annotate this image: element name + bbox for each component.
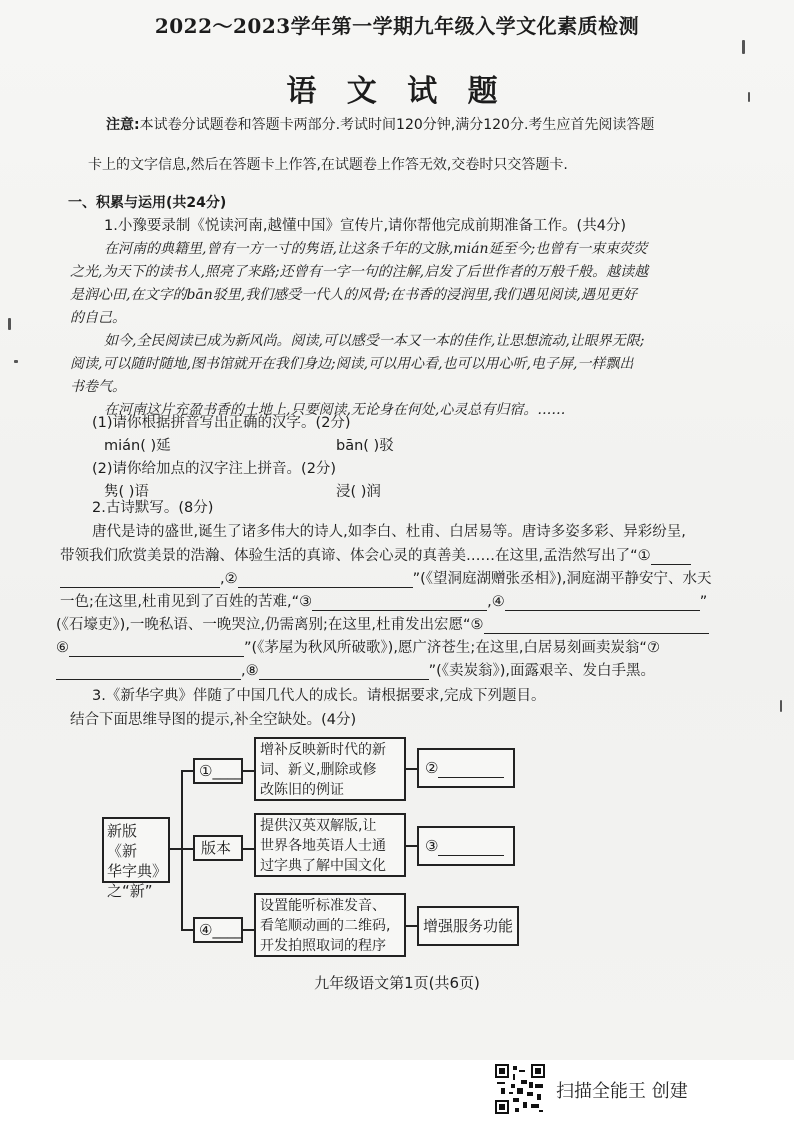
- connector: [243, 770, 254, 772]
- answer-blank-juan[interactable]: 隽( )语: [104, 484, 149, 500]
- notice-text-1: 本试卷分试题卷和答题卡两部分.考试时间120分钟,满分120分.考生应首先阅读答题: [139, 117, 655, 133]
- poem-line: 唐代是诗的盛世,诞生了诸多伟大的诗人,如李白、杜甫、白居易等。唐诗多姿多彩、异彩纷呈,: [92, 524, 686, 540]
- answer-blank-8[interactable]: [259, 665, 429, 680]
- answer-blank-mian[interactable]: mián( )延: [104, 438, 171, 454]
- passage-line: 的自己。: [70, 310, 126, 326]
- question-1-title: 1.小豫要录制《悦读河南,越懂中国》宣传片,请你帮他完成前期准备工作。(共4分): [104, 218, 627, 234]
- answer-blank-6[interactable]: [69, 642, 244, 657]
- poem-line: ⑥ ”(《茅屋为秋风所破歌》),愿广济苍生;在这里,白居易刻画卖炭翁“⑦: [56, 640, 660, 656]
- subject-title: 语 文 试 题: [286, 74, 508, 109]
- answer-blank-2[interactable]: [238, 573, 413, 588]
- poem-line: ,② ”(《望洞庭湖赠张丞相》),洞庭湖平静安宁、水天: [60, 567, 712, 588]
- question-3-title: 3.《新华字典》伴随了中国几代人的成长。请根据要求,完成下列题目。: [92, 688, 546, 704]
- scan-noise-mark: [780, 700, 782, 712]
- mindmap-result-3: 增强服务功能: [417, 906, 519, 946]
- notice-label: 注意:: [106, 117, 140, 133]
- answer-blank-3[interactable]: [312, 596, 487, 611]
- question-1-1: (1)请你根据拼音写出正确的汉字。(2分): [92, 415, 351, 431]
- mindmap-root: 新版《新 华字典》 之“新”: [102, 817, 170, 883]
- scan-noise-mark: [14, 360, 18, 363]
- passage-line: 如今,全民阅读已成为新风尚。阅读,可以感受一本又一本的佳作,让思想流动,让眼界无限;: [104, 333, 645, 349]
- connector: [243, 848, 254, 850]
- mindmap-result-1[interactable]: ②: [417, 748, 515, 788]
- scan-noise-mark: [742, 40, 745, 54]
- exam-title: 2022～2023学年第一学期九年级入学文化素质检测: [154, 14, 640, 38]
- passage-line: 书卷气。: [70, 379, 126, 395]
- mindmap-desc-3: 设置能听标准发音、 看笔顺动画的二维码, 开发拍照取词的程序: [254, 893, 406, 957]
- answer-blank-1[interactable]: [651, 550, 691, 565]
- passage-line: 之光,为天下的读书人,照亮了来路;还曾有一字一句的注解,启发了后世作者的万般千般。越读越: [70, 264, 649, 280]
- mindmap-desc-1: 增补反映新时代的新 词、新义,删除或修 改陈旧的例证: [254, 737, 406, 801]
- notice-line-1: [106, 114, 654, 134]
- page-footer: 九年级语文第1页(共6页): [314, 974, 480, 992]
- section-title: 一、积累与运用(共24分): [68, 195, 227, 211]
- answer-blank-4[interactable]: [505, 596, 700, 611]
- poem-line: ,⑧ ”(《卖炭翁》),面露艰辛、发白手黑。: [56, 659, 655, 680]
- qr-code-icon: [495, 1064, 545, 1114]
- passage-line: 在河南这片充盈书香的土地上,只要阅读,无论身在何处,心灵总有归宿。……: [104, 402, 566, 418]
- answer-blank-7[interactable]: [56, 665, 241, 680]
- connector: [243, 929, 254, 931]
- connector: [181, 848, 193, 850]
- question-3-sub: 结合下面思维导图的提示,补全空缺处。(4分): [70, 712, 357, 728]
- poem-line: (《石壕吏》),一晚私语、一晚哭泣,仍需离别;在这里,杜甫发出宏愿“⑤: [56, 613, 709, 634]
- mindmap-branch-2: 版本: [193, 835, 243, 861]
- connector: [181, 770, 183, 930]
- passage-line: 是润心田,在文字的bān驳里,我们感受一代人的风骨;在书香的浸润里,我们遇见阅读,遇见更好: [70, 287, 637, 303]
- connector: [181, 929, 193, 931]
- connector: [406, 845, 417, 847]
- mindmap-branch-3[interactable]: ④____: [193, 917, 243, 943]
- passage-line: 阅读,可以随时随地,图书馆就开在我们身边;阅读,可以用心看,也可以用心听,电子屏,一样飘出: [70, 356, 634, 372]
- question-2-title: 2.古诗默写。(8分): [92, 500, 214, 516]
- connector: [406, 925, 417, 927]
- connector: [181, 770, 193, 772]
- scanner-watermark: 扫描全能王 创建: [556, 1081, 688, 1102]
- answer-blank-1b[interactable]: [60, 573, 220, 588]
- scan-noise-mark: [8, 318, 11, 330]
- passage-line: 在河南的典籍里,曾有一方一寸的隽语,让这条千年的文脉,mián延至今;也曾有一束束荧荧: [104, 241, 648, 257]
- notice-line-2: 卡上的文字信息,然后在答题卡上作答,在试题卷上作答无效,交卷时只交答题卡.: [88, 157, 568, 173]
- answer-blank-5[interactable]: [484, 619, 709, 634]
- poem-line: 带领我们欣赏美景的浩瀚、体验生活的真谛、体会心灵的真善美……在这里,孟浩然写出了“①: [60, 544, 691, 565]
- mindmap-branch-1[interactable]: ①____: [193, 758, 243, 784]
- poem-line: 一色;在这里,杜甫见到了百姓的苦难,“③ ,④ ”: [60, 594, 708, 610]
- connector: [406, 768, 417, 770]
- answer-blank-jin[interactable]: 浸( )润: [336, 484, 381, 500]
- mindmap-desc-2: 提供汉英双解版,让 世界各地英语人士通 过字典了解中国文化: [254, 813, 406, 877]
- question-1-2: (2)请你给加点的汉字注上拼音。(2分): [92, 461, 337, 477]
- answer-blank-ban[interactable]: bān( )驳: [336, 438, 394, 454]
- mindmap-result-2[interactable]: ③: [417, 826, 515, 866]
